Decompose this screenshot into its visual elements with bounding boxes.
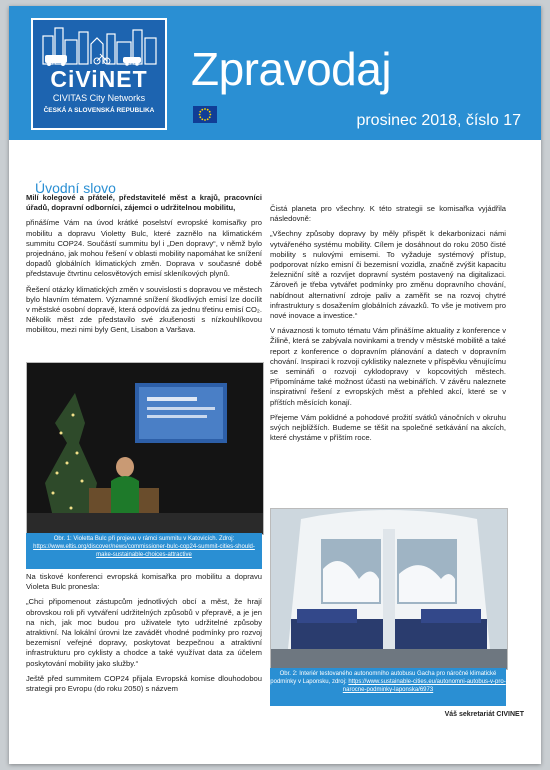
caption-text: Obr. 1: Violetta Bulc při projevu v rámci summitu v Katovicích. Zdroj: xyxy=(53,536,235,542)
left-column-bottom xyxy=(26,572,262,699)
eu-flag-icon xyxy=(193,106,217,123)
paragraph: Řešení otázky klimatických změn v souvislosti s dopravou ve městech bylo hlavním tématem. Významné snížení škodlivých emisí lze docílit v městské osobní dopravě, která odpovídá za jednu třetinu emisí CO₂. Několik měst zde představilo své zkušenosti s nízkouhlíkovou mobilitou, mezi nimi byly Gent, Lisabon a Varšava. xyxy=(26,284,262,335)
paragraph: Přejeme Vám poklidné a pohodové prožití svátků vánočních v okruhu svých nejbližších. Budeme se těšit na společné setkávání na akcích, které chystáme v příštím roce. xyxy=(270,412,506,443)
photo-speaker xyxy=(26,362,264,535)
header-banner xyxy=(9,6,541,140)
paragraph: Na tiskové konferenci evropská komisařka pro mobilitu a dopravu Violeta Bulc pronesla: xyxy=(26,572,262,592)
quote-paragraph: „Chci připomenout zástupcům jednotlivých obcí a měst, že hrají obrovskou roli při vytváření udržitelných způsobů v přepravě, a je jen na nich, jak moc budou pro uživatele tyto udržitelné způsoby atraktivní. Na lokální úrovni lze zavádět vhodné podmínky pro rozvoj bezemisní veřejné dopravy, poskytovat bezpečnou a atraktivní infrastrukturu pro cyklisty a chodce a také využívat data za účelem poskytování mobility jako služby.“ xyxy=(26,597,262,668)
logo-country: ČESKÁ A SLOVENSKÁ REPUBLIKA xyxy=(43,107,155,114)
city-skyline-icon xyxy=(37,24,161,66)
paragraph: Čistá planeta pro všechny. K této strategii se komisařka vyjádřila následovně: xyxy=(270,204,506,224)
logo-subtitle: CIVITAS City Networks xyxy=(52,93,146,103)
photo-caption-2 xyxy=(270,668,506,706)
photo-caption-1 xyxy=(26,533,262,569)
caption-link[interactable]: https://www.eltis.org/discover/news/commissioner-bulc-cop24-summit-cities-should-make-sustainable-choices-attractive xyxy=(33,544,255,558)
intro-paragraph: Milí kolegové a přátelé, představitelé měst a krajů, pracovníci úřadů, dopravní odborníci, zájemci o udržitelnou mobilitu, xyxy=(26,193,262,213)
quote-paragraph: „Všechny způsoby dopravy by měly přispět k dekarbonizaci námi vytvářeného systému mobility. Cílem je dosáhnout do roku 2050 čisté mobility s nulovými emisemi. To vyžaduje systémový přístup, podporovat nízko emisní či bezemisní vozidla, značně zvýšit kapacitu železniční sítě a rozvíjet dopravní systém postavený na digitalizaci. Zároveň je třeba vytvářet podmínky pro změnu dopravního chování, nabídnout alternativní zdroje paliv a zaměřit se na rozvoj chytré infrastruktury s dosažením globálních závazků. To vše je motivem pro nové inovace a investice.“ xyxy=(270,229,506,321)
caption-text: Obr. 2: Interiér testovaného autonomního autobusu Gacha pro náročné klimatické podmínky v Laponsku, zdroj: xyxy=(270,671,497,685)
photo-bus-interior xyxy=(270,508,508,670)
logo-wordmark: CiViNET xyxy=(50,66,148,92)
caption-link[interactable]: https://www.sustainable-cities.eu/autonomni-autobus-v-pro-narocne-podminky-laponska/6973 xyxy=(342,679,506,693)
left-column xyxy=(26,193,262,341)
speaker-photo-illustration xyxy=(27,363,263,534)
civinet-logo xyxy=(31,18,167,130)
paragraph: Ještě před summitem COP24 přijala Evropská komise dlouhodobou strategii pro Evropu (do roku 2050) s názvem xyxy=(26,673,262,694)
signature: Váš sekretariát CIVINET xyxy=(444,711,524,718)
issue-label: prosinec 2018, číslo 17 xyxy=(356,112,521,129)
right-column xyxy=(270,204,506,448)
newsletter-title: Zpravodaj xyxy=(191,43,392,95)
paragraph: přinášíme Vám na úvod krátké poselství evropské komisařky pro mobilitu a dopravu Violetty Bulc, které zaznělo na klimatickém summitu COP24. Součástí summitu byl i „Den dopravy“, v němž bylo projednáno, jak mohou řešení v oblasti mobility napomáhat ke snížení dopadů globálních klimatických změn. Doprava v současné době představuje čtvrtinu celosvětových emisí skleníkových plynů. xyxy=(26,218,262,279)
paragraph: V návaznosti k tomuto tématu Vám přinášíme aktuality z konference v Žilině, která se zabývala novinkami a trendy v městské mobilitě a také report z konference o dopravním plánování a datech v dopravním chování. Inspiraci k rozvoji cyklistiky naleznete v příspěvku věnujícímu se semináři o rozvoji cyklodopravy v kopcovitých městech. Připomínáme také možnost účasti na webinářích. V závěru naleznete inspirativní řešení z evropských měst a přehled akcí, které se v příštích měsících konají. xyxy=(270,326,506,407)
section-title: Úvodní slovo xyxy=(35,180,116,196)
bus-interior-illustration xyxy=(271,509,507,669)
